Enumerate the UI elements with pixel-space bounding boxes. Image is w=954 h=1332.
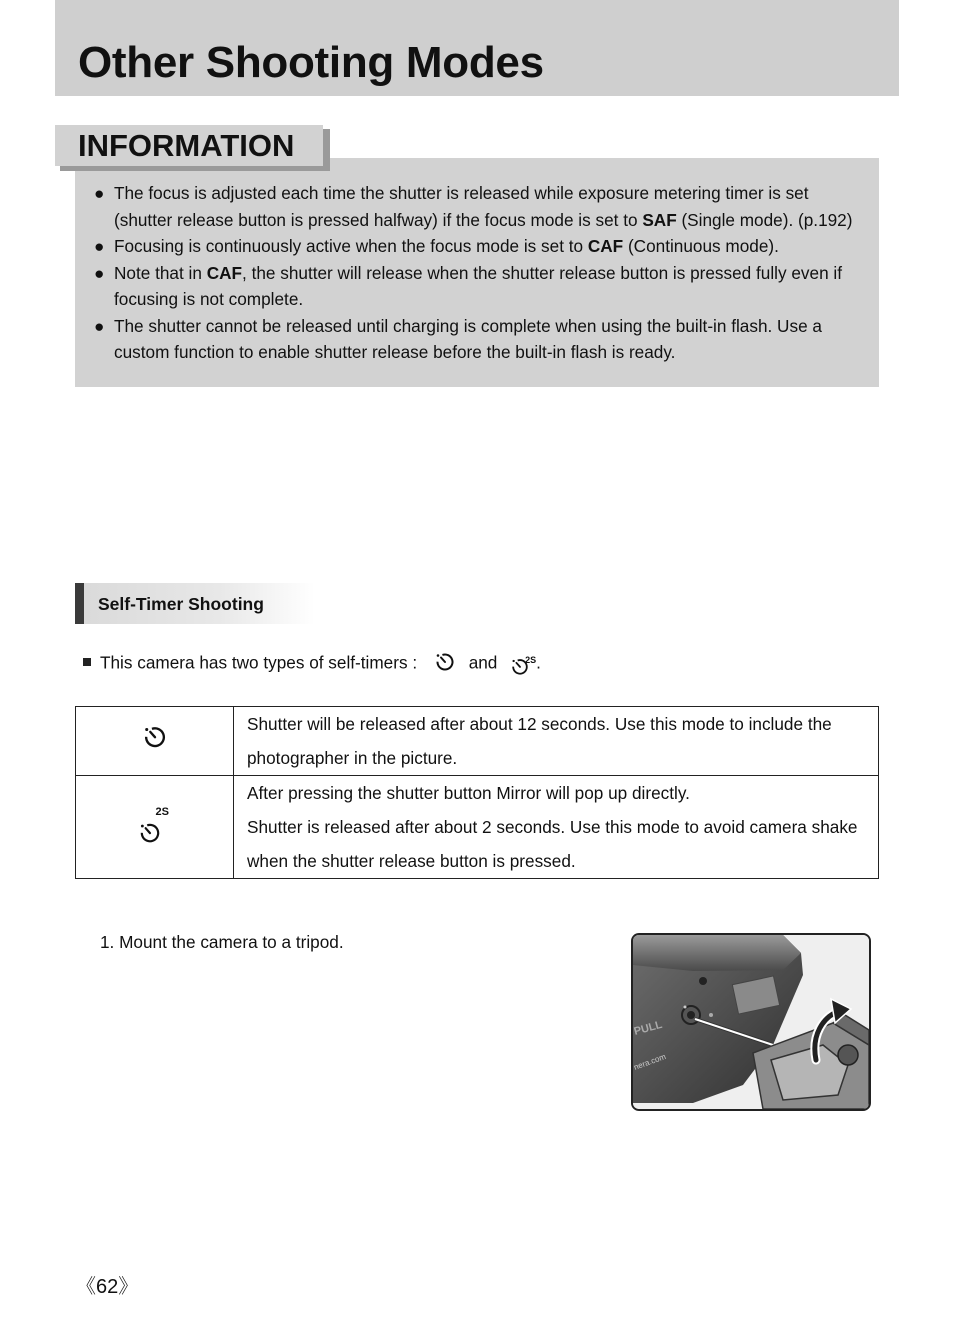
information-item-bold: CAF [206, 262, 243, 283]
table-cell-line: After pressing the shutter button Mirror will pop up directly. [247, 783, 690, 803]
bullet-icon: ● [94, 236, 105, 256]
self-timer-intro-and: and [468, 652, 498, 673]
information-item [94, 180, 864, 233]
table-row [76, 707, 879, 776]
table-cell-line: Shutter will be released after about 12 seconds. Use this mode to include the photographer in the picture. [247, 714, 832, 768]
self-timer-2s-icon [138, 806, 172, 844]
page-title: Other Shooting Modes [78, 38, 544, 87]
information-item [94, 260, 864, 313]
section-heading-bar [75, 583, 84, 624]
table-icon-cell [76, 707, 234, 776]
tripod-mount-illustration [631, 933, 871, 1111]
table-text-cell [234, 707, 879, 776]
information-item [94, 233, 864, 260]
self-timer-12s-icon [142, 723, 168, 760]
information-tab [55, 124, 323, 166]
step-item: 1. Mount the camera to a tripod. [100, 932, 344, 952]
information-item-bold: SAF [642, 209, 677, 230]
information-item-text-after: , the shutter will release when the shutter release button is pressed fully even if focusing is not complete. [114, 262, 842, 309]
information-item-text: The focus is adjusted each time the shutter is released while exposure metering timer is set (shutter release button is pressed halfway) if the focus mode is set to [114, 183, 809, 230]
section-heading [75, 583, 315, 624]
bullet-icon: ● [94, 183, 105, 203]
information-item-text-after: (Continuous mode). [623, 236, 779, 256]
self-timer-table [75, 706, 879, 879]
bullet-icon: ● [94, 315, 105, 336]
table-icon-cell [76, 776, 234, 879]
information-list [94, 180, 864, 366]
bullet-icon: ● [94, 262, 105, 283]
information-item [94, 313, 864, 366]
information-item-text-after: (Single mode). (p.192) [676, 209, 853, 230]
page-number: 《62》 [76, 1276, 139, 1298]
self-timer-2s-badge: 2S [155, 806, 169, 819]
information-tab-label: INFORMATION [78, 128, 295, 163]
title-bar [55, 0, 899, 96]
self-timer-12s-icon [434, 650, 456, 678]
url-label: nera.com [633, 1052, 668, 1072]
section-heading-label: Self-Timer Shooting [98, 594, 264, 614]
information-item-text: Focusing is continuously active when the focus mode is set to [114, 236, 588, 256]
table-text-cell [234, 776, 879, 879]
pull-label: PULL [633, 1018, 664, 1038]
table-row [76, 776, 879, 879]
square-bullet-icon [83, 658, 91, 666]
self-timer-intro-text: This camera has two types of self-timers : [100, 652, 418, 673]
information-item-text: The shutter cannot be released until charging is complete when using the built-in flash. Use a custom function to enable shutter release before the built-in flash is ready. [114, 315, 822, 362]
information-item-text: Note that in [114, 262, 207, 283]
self-timer-2s-badge: 2S [525, 655, 537, 665]
self-timer-intro-end: . [536, 652, 541, 673]
table-cell-line: Shutter is released after about 2 seconds. Use this mode to avoid camera shake when the shutter release button is pressed. [247, 817, 858, 871]
self-timer-intro [83, 650, 541, 678]
self-timer-2s-icon [510, 652, 536, 676]
information-item-bold: CAF [587, 236, 624, 256]
